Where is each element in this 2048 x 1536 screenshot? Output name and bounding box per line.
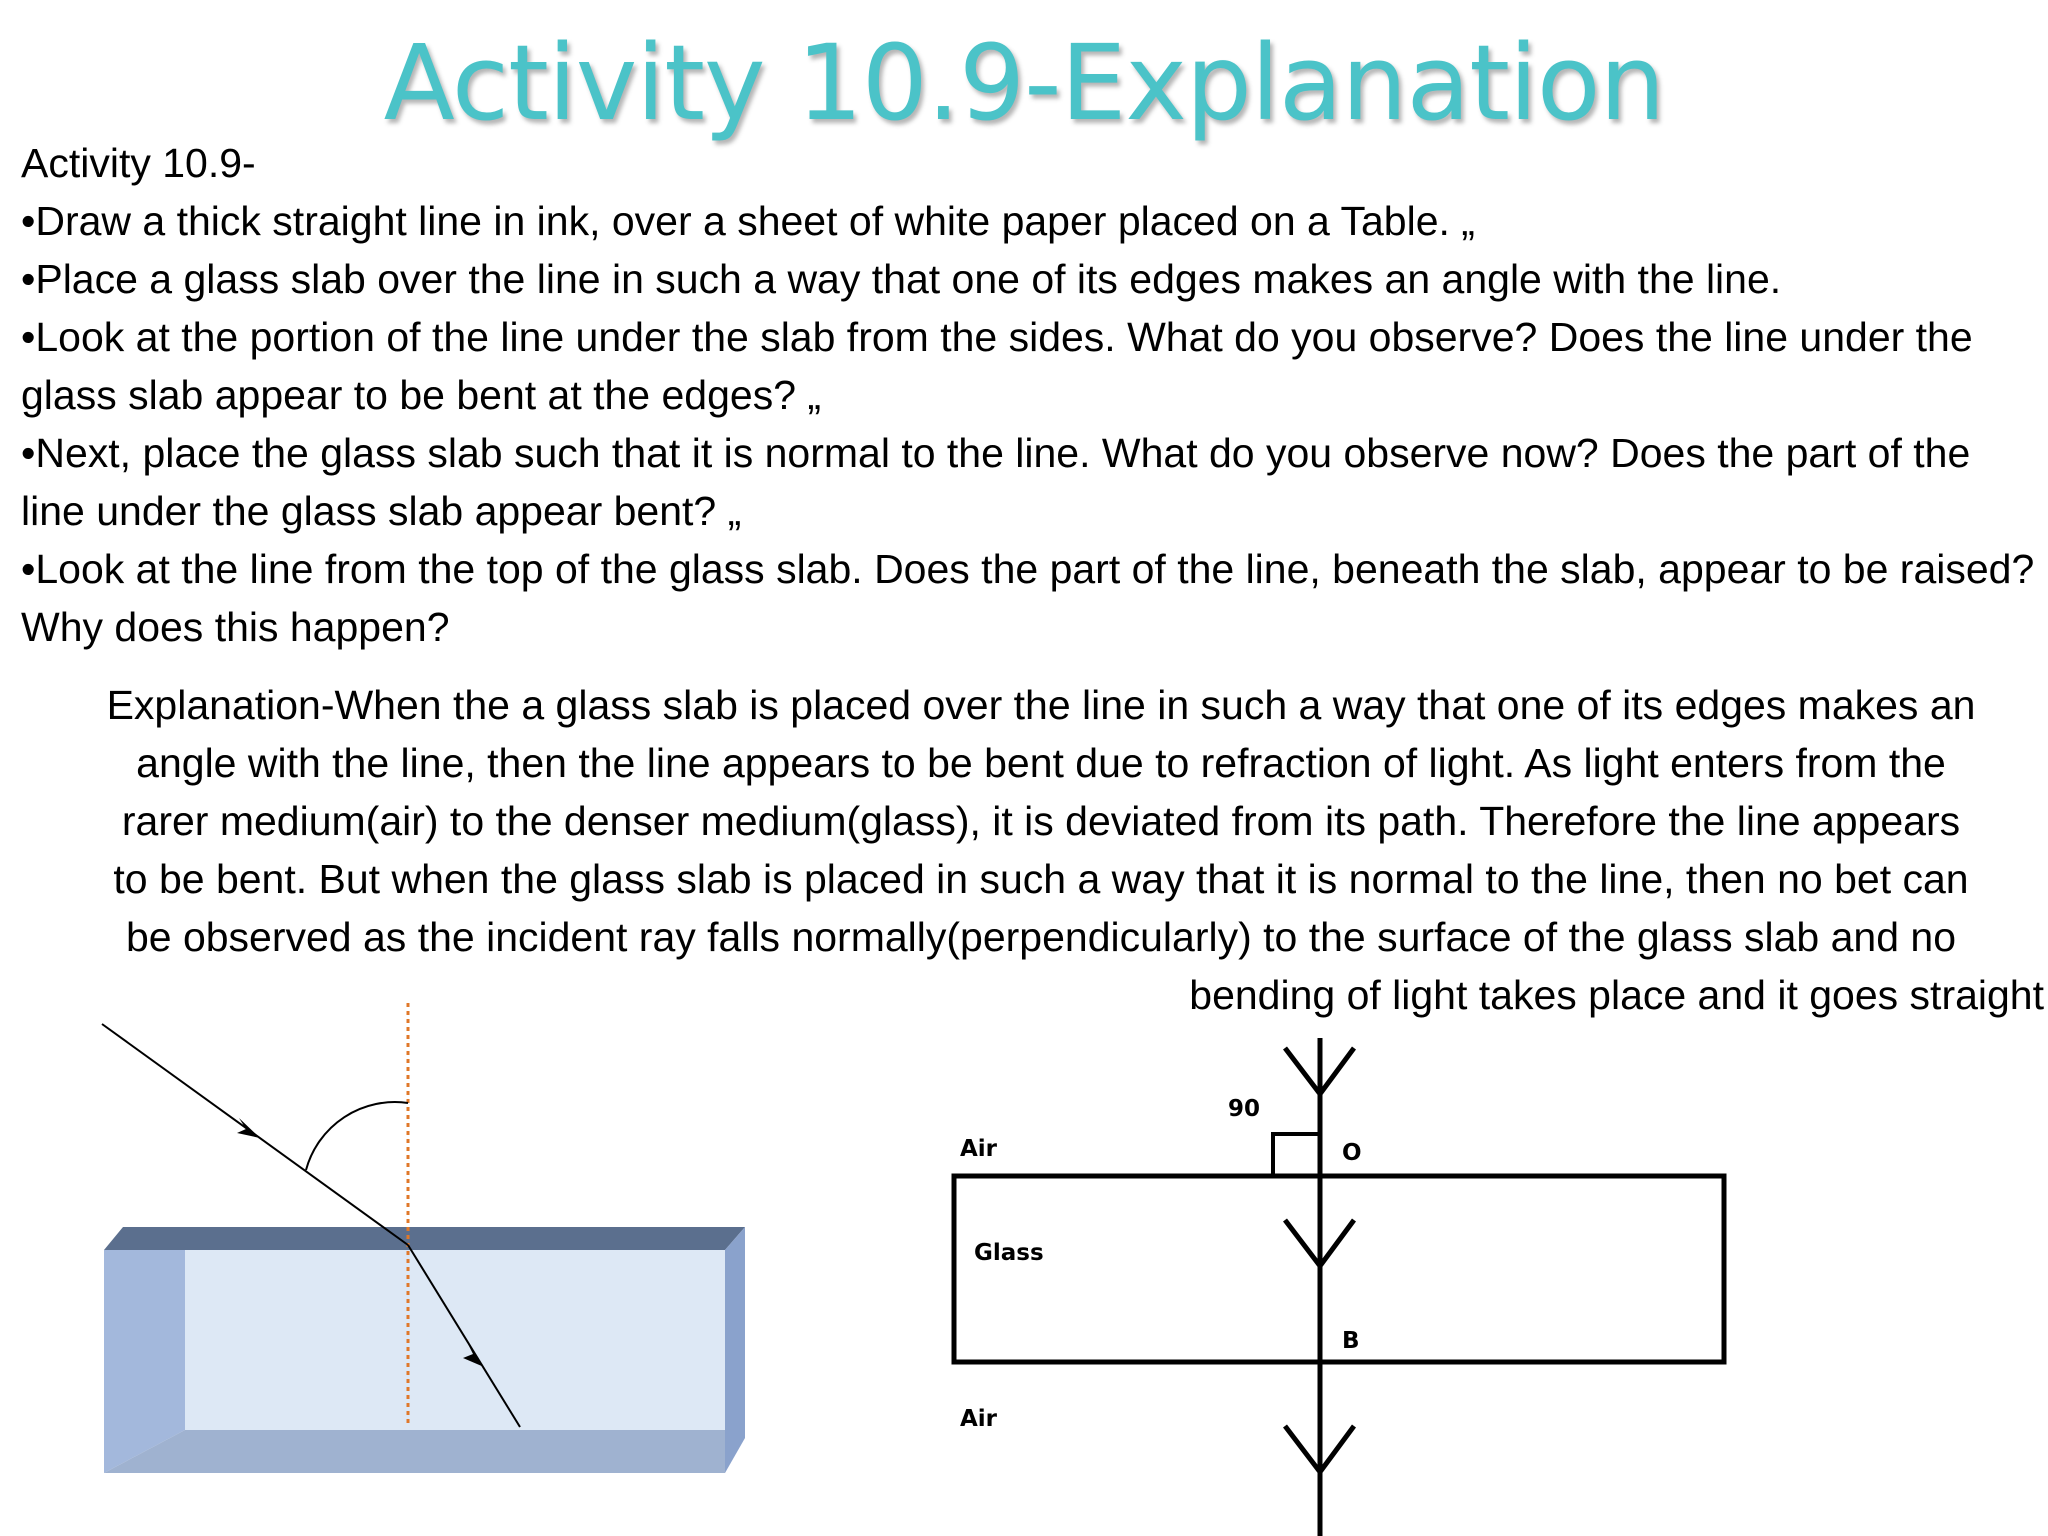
incident-arrowhead [237, 1118, 260, 1138]
label-point-o: O [1342, 1140, 1362, 1166]
slab-front-face [185, 1250, 725, 1430]
explanation-line-2: angle with the line, then the line appears to be bent due to refraction of light. As light enters from the [136, 740, 1946, 786]
slab-right-face [725, 1227, 745, 1473]
explanation-text [34, 676, 2048, 1024]
glass-slab-outline [954, 1176, 1724, 1362]
activity-step-5: •Look at the line from the top of the glass slab. Does the part of the line, beneath the slab, appear to be raised? Why does this happen? [21, 546, 2035, 650]
activity-step-4: •Next, place the glass slab such that it is normal to the line. What do you observe now? Does the part of the line under the glass slab appear bent? „ [21, 430, 1971, 534]
label-air-bottom: Air [960, 1406, 998, 1432]
label-angle-90: 90 [1228, 1096, 1261, 1122]
slide-title: Activity 10.9-Explanation [383, 22, 1665, 144]
slab-top-face [104, 1227, 745, 1250]
explanation-line-1: Explanation-When the a glass slab is placed over the line in such a way that one of its edges makes an [106, 682, 1976, 728]
activity-step-1: •Draw a thick straight line in ink, over a sheet of white paper placed on a Table. „ [21, 198, 1475, 244]
right-angle-marker [1273, 1134, 1320, 1176]
activity-instructions [21, 134, 2041, 656]
explanation-line-6: bending of light takes place and it goes straight [1189, 972, 2044, 1018]
activity-step-3: •Look at the portion of the line under the slab from the sides. What do you observe? Does the line under the glass slab appear to be bent at the edges? „ [21, 314, 1973, 418]
normal-incidence-diagram [940, 1030, 1740, 1536]
label-glass: Glass [974, 1240, 1044, 1266]
oblique-refraction-diagram [90, 995, 770, 1485]
explanation-line-3: rarer medium(air) to the denser medium(glass), it is deviated from its path. Therefore the line appears [121, 798, 1961, 844]
explanation-line-5: be observed as the incident ray falls normally(perpendicularly) to the surface of the glass slab and no [125, 914, 1957, 960]
label-air-top: Air [960, 1136, 998, 1162]
slab-bottom-face [104, 1430, 725, 1473]
angle-of-incidence-arc [306, 1102, 408, 1170]
activity-step-2: •Place a glass slab over the line in such a way that one of its edges makes an angle with the line. [21, 256, 1782, 302]
activity-heading: Activity 10.9- [21, 140, 256, 186]
label-point-b: B [1342, 1328, 1360, 1354]
explanation-line-4: to be bent. But when the glass slab is placed in such a way that it is normal to the line, then no bet can [113, 856, 1969, 902]
